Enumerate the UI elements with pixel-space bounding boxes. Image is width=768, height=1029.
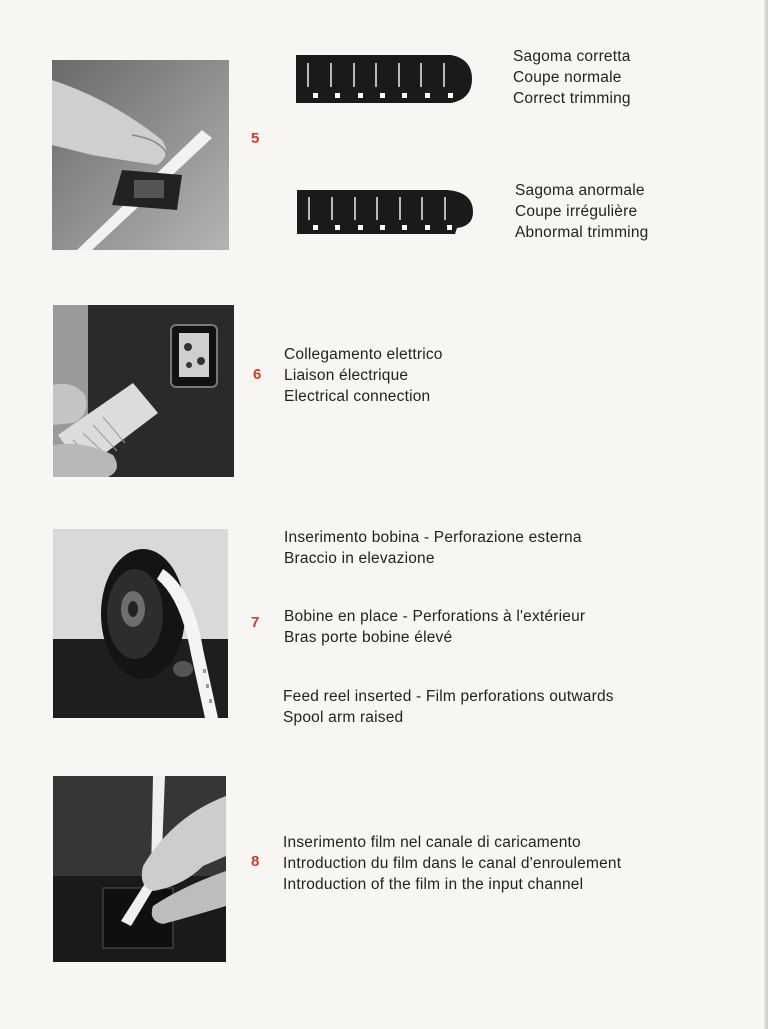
step-number-5: 5 xyxy=(251,130,260,147)
photo-film-trimming xyxy=(52,60,229,250)
step-number-7: 7 xyxy=(251,614,260,631)
caption-line: Correct trimming xyxy=(513,90,631,107)
caption-reel-english xyxy=(283,686,614,728)
photo-electrical-connection xyxy=(53,305,234,477)
step-number-8: 8 xyxy=(251,853,260,870)
caption-line: Sagoma anormale xyxy=(515,182,645,199)
caption-line: Bobine en place - Perforations à l'extérieur xyxy=(284,608,586,625)
caption-line: Coupe normale xyxy=(513,69,622,86)
correct-trimming-diagram xyxy=(296,55,474,110)
photo-feed-reel xyxy=(53,529,228,718)
caption-correct-trimming xyxy=(513,46,631,109)
step-number-6: 6 xyxy=(253,366,262,383)
caption-line: Collegamento elettrico xyxy=(284,346,443,363)
caption-line: Sagoma corretta xyxy=(513,48,631,65)
caption-line: Electrical connection xyxy=(284,388,431,405)
caption-line: Introduction du film dans le canal d'enroulement xyxy=(283,855,622,872)
caption-reel-italian xyxy=(284,527,582,569)
abnormal-trimming-diagram xyxy=(297,190,475,243)
caption-line: Abnormal trimming xyxy=(515,224,649,241)
caption-line: Braccio in elevazione xyxy=(284,550,435,567)
caption-line: Coupe irrégulière xyxy=(515,203,638,220)
photo-film-input-channel xyxy=(53,776,226,962)
caption-electrical-connection xyxy=(284,344,443,407)
caption-line: Spool arm raised xyxy=(283,709,404,726)
caption-line: Feed reel inserted - Film perforations outwards xyxy=(283,688,614,705)
caption-reel-french xyxy=(284,606,585,648)
caption-line: Inserimento film nel canale di caricamento xyxy=(283,834,581,851)
caption-abnormal-trimming xyxy=(515,180,648,243)
caption-line: Introduction of the film in the input channel xyxy=(283,876,584,893)
caption-line: Liaison électrique xyxy=(284,367,409,384)
caption-line: Bras porte bobine élevé xyxy=(284,629,453,646)
caption-line: Inserimento bobina - Perforazione esterna xyxy=(284,529,582,546)
caption-film-input-channel xyxy=(283,832,621,895)
page-edge xyxy=(764,0,768,1029)
